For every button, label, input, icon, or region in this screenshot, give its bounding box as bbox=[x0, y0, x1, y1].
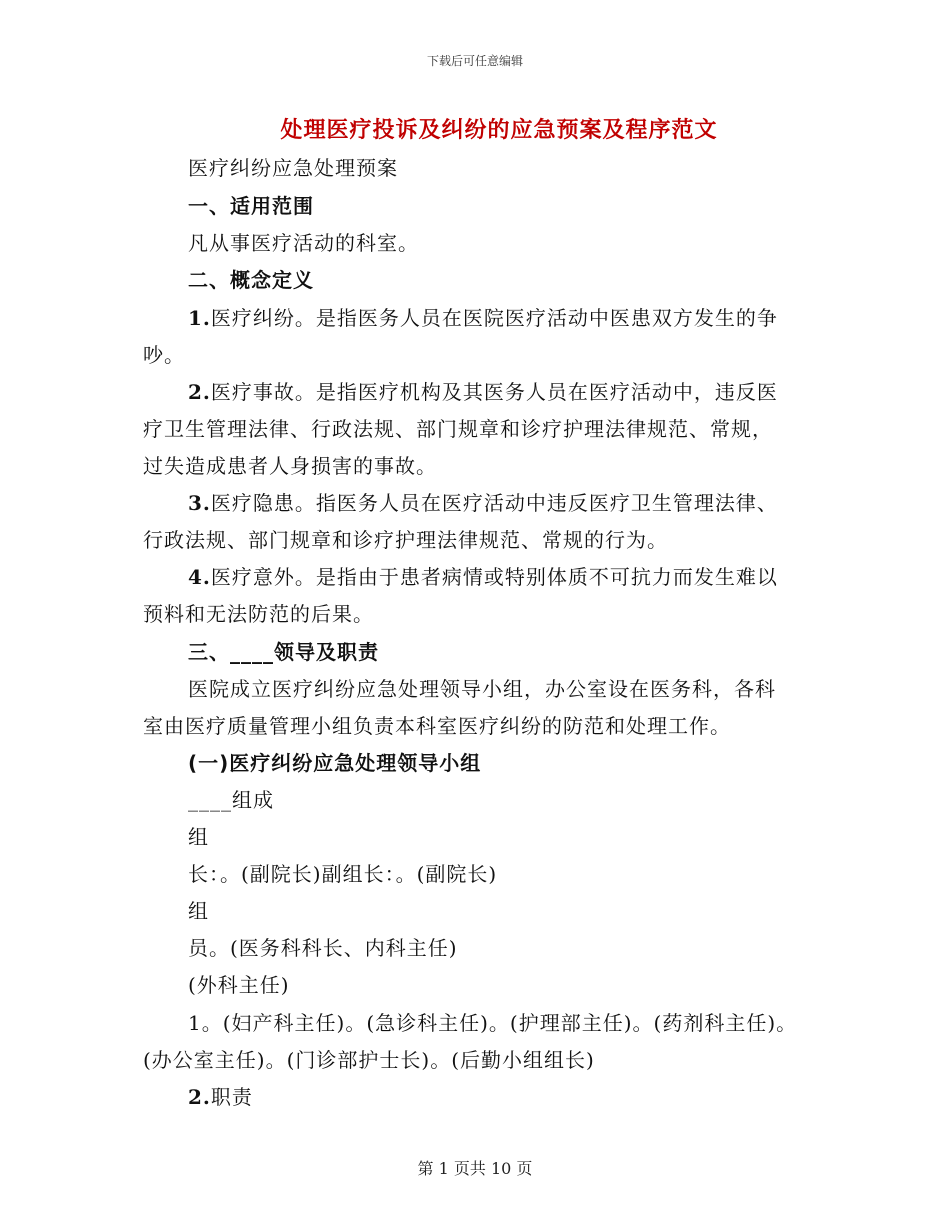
item-text: 医疗事故。是指医疗机构及其医务人员在医疗活动中，违反医 bbox=[210, 380, 778, 404]
duties-item bbox=[188, 1083, 253, 1111]
paragraph-line: 过失造成患者人身损害的事故。 bbox=[143, 454, 437, 478]
item-number: 1. bbox=[188, 306, 211, 330]
section-heading-scope: 一、适用范围 bbox=[188, 194, 314, 218]
page-header: 下载后可任意编辑 bbox=[426, 54, 523, 68]
item-text: 医疗意外。是指由于患者病情或特别体质不可抗力而发生难以 bbox=[210, 565, 778, 589]
paragraph-line: 长：。(副院长)副组长：。(副院长) bbox=[188, 862, 498, 886]
paragraph-line: 预料和无法防范的后果。 bbox=[143, 602, 374, 626]
paragraph-line: (办公室主任)。(门诊部护士长)。(后勤小组组长) bbox=[143, 1048, 595, 1072]
paragraph-intro: 医疗纠纷应急处理预案 bbox=[188, 156, 398, 180]
paragraph-line: 1。(妇产科主任)。(急诊科主任)。(护理部主任)。(药剂科主任)。 bbox=[188, 1011, 798, 1035]
item-number: 2. bbox=[188, 1085, 211, 1109]
item-number: 4. bbox=[188, 565, 211, 589]
paragraph-line: ____组成 bbox=[188, 788, 274, 812]
paragraph-line: 疗卫生管理法律、行政法规、部门规章和诊疗护理法律规范、常规， bbox=[143, 417, 773, 441]
item-number: 3. bbox=[188, 491, 211, 515]
definition-item-3 bbox=[188, 489, 778, 517]
definition-item-1 bbox=[188, 304, 778, 332]
item-text: 医疗纠纷。是指医务人员在医院医疗活动中医患双方发生的争 bbox=[210, 306, 778, 330]
item-text: 职责 bbox=[210, 1085, 253, 1109]
subsection-heading-group: (一)医疗纠纷应急处理领导小组 bbox=[188, 751, 482, 775]
page-footer: 第 1 页共 10 页 bbox=[417, 1159, 533, 1178]
section-heading-leadership: 三、____领导及职责 bbox=[188, 640, 379, 664]
paragraph-line: 组 bbox=[188, 825, 209, 849]
definition-item-4 bbox=[188, 563, 778, 591]
paragraph-line: 员。(医务科科长、内科主任) bbox=[188, 936, 458, 960]
definition-item-2 bbox=[188, 378, 778, 406]
paragraph-line: 医院成立医疗纠纷应急处理领导小组，办公室设在医务科，各科 bbox=[188, 677, 776, 701]
item-text: 医疗隐患。指医务人员在医疗活动中违反医疗卫生管理法律、 bbox=[210, 491, 778, 515]
paragraph-line: 组 bbox=[188, 899, 209, 923]
paragraph-scope: 凡从事医疗活动的科室。 bbox=[188, 231, 419, 255]
item-number: 2. bbox=[188, 380, 211, 404]
paragraph-line: 吵。 bbox=[143, 343, 185, 367]
paragraph-line: 行政法规、部门规章和诊疗护理法律规范、常规的行为。 bbox=[143, 528, 668, 552]
document-title: 处理医疗投诉及纠纷的应急预案及程序范文 bbox=[280, 118, 718, 143]
section-heading-definitions: 二、概念定义 bbox=[188, 268, 314, 292]
paragraph-line: 室由医疗质量管理小组负责本科室医疗纠纷的防范和处理工作。 bbox=[143, 714, 731, 738]
paragraph-line: (外科主任) bbox=[188, 973, 290, 997]
